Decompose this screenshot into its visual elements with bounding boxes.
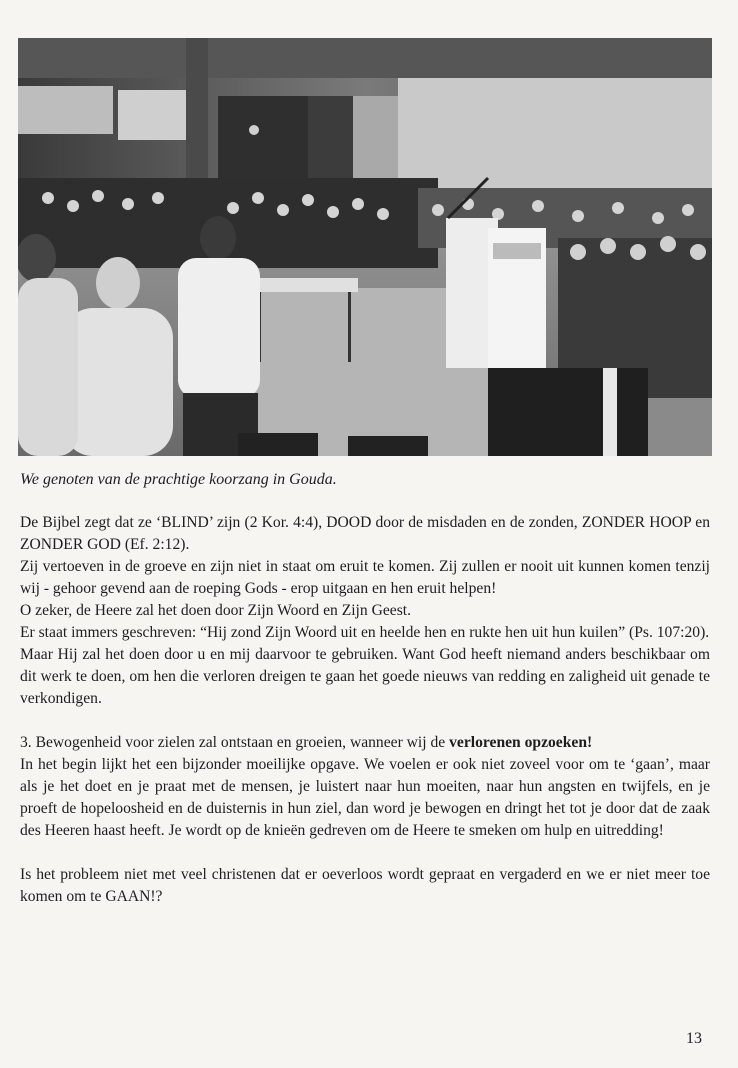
page-number: 13	[686, 1030, 702, 1047]
paragraph: Er staat immers geschreven: “Hij zond Zijn Woord uit en heelde hen en rukte hen uit hun kuilen” (Ps. 107:20).	[20, 624, 710, 641]
closing-paragraph: Is het probleem niet met veel christenen dat er oeverloos wordt gepraat en vergaderd en we er niet meer toe komen om te GAAN!?	[20, 866, 710, 905]
paragraph-spacer	[20, 710, 710, 732]
paragraph: O zeker, de Heere zal het doen door Zijn Woord en Zijn Geest.	[20, 602, 411, 619]
section-3-heading	[20, 732, 710, 754]
section-3-intro: 3. Bewogenheid voor zielen zal ontstaan en groeien, wanneer wij de	[20, 734, 446, 751]
paragraph: Zij vertoeven in de groeve en zijn niet in staat om eruit te komen. Zij zullen er nooit uit kunnen komen tenzij wij - gehoor gevend aan de roeping Gods - erop uitgaan en hen eruit helpen!	[20, 558, 710, 597]
section-3-bold: verlorenen opzoeken!	[449, 734, 593, 751]
article-body	[20, 512, 710, 908]
paragraph: Maar Hij zal het doen door u en mij daarvoor te gebruiken. Want God heeft niemand anders beschikbaar om dit werk te doen, om hen die verloren dreigen te gaan het goede nieuws van redding en zaligheid uit genade te verkondigen.	[20, 646, 710, 707]
congregation-photo-drawing	[18, 38, 712, 456]
paragraph-spacer	[20, 842, 710, 864]
paragraph: De Bijbel zegt dat ze ‘BLIND’ zijn (2 Kor. 4:4), DOOD door de misdaden en de zonden, ZONDER HOOP en ZONDER GOD (Ef. 2:12).	[20, 514, 710, 553]
congregation-photo	[18, 38, 712, 456]
photo-caption: We genoten van de prachtige koorzang in Gouda.	[20, 471, 337, 488]
paragraph: In het begin lijkt het een bijzonder moeilijke opgave. We voelen er ook niet zoveel voor om te ‘gaan’, maar als je het doet en je praat met de mensen, je luistert naar hun moeiten, naar hun angsten en twijfels, en je proeft de hopeloosheid en de duisternis in hun ziel, dan word je bewogen en dringt het tot je door dat de zaak des Heeren haast heeft. Je wordt op de knieën gedreven om de Heere te smeken om hulp en uitredding!	[20, 756, 710, 839]
